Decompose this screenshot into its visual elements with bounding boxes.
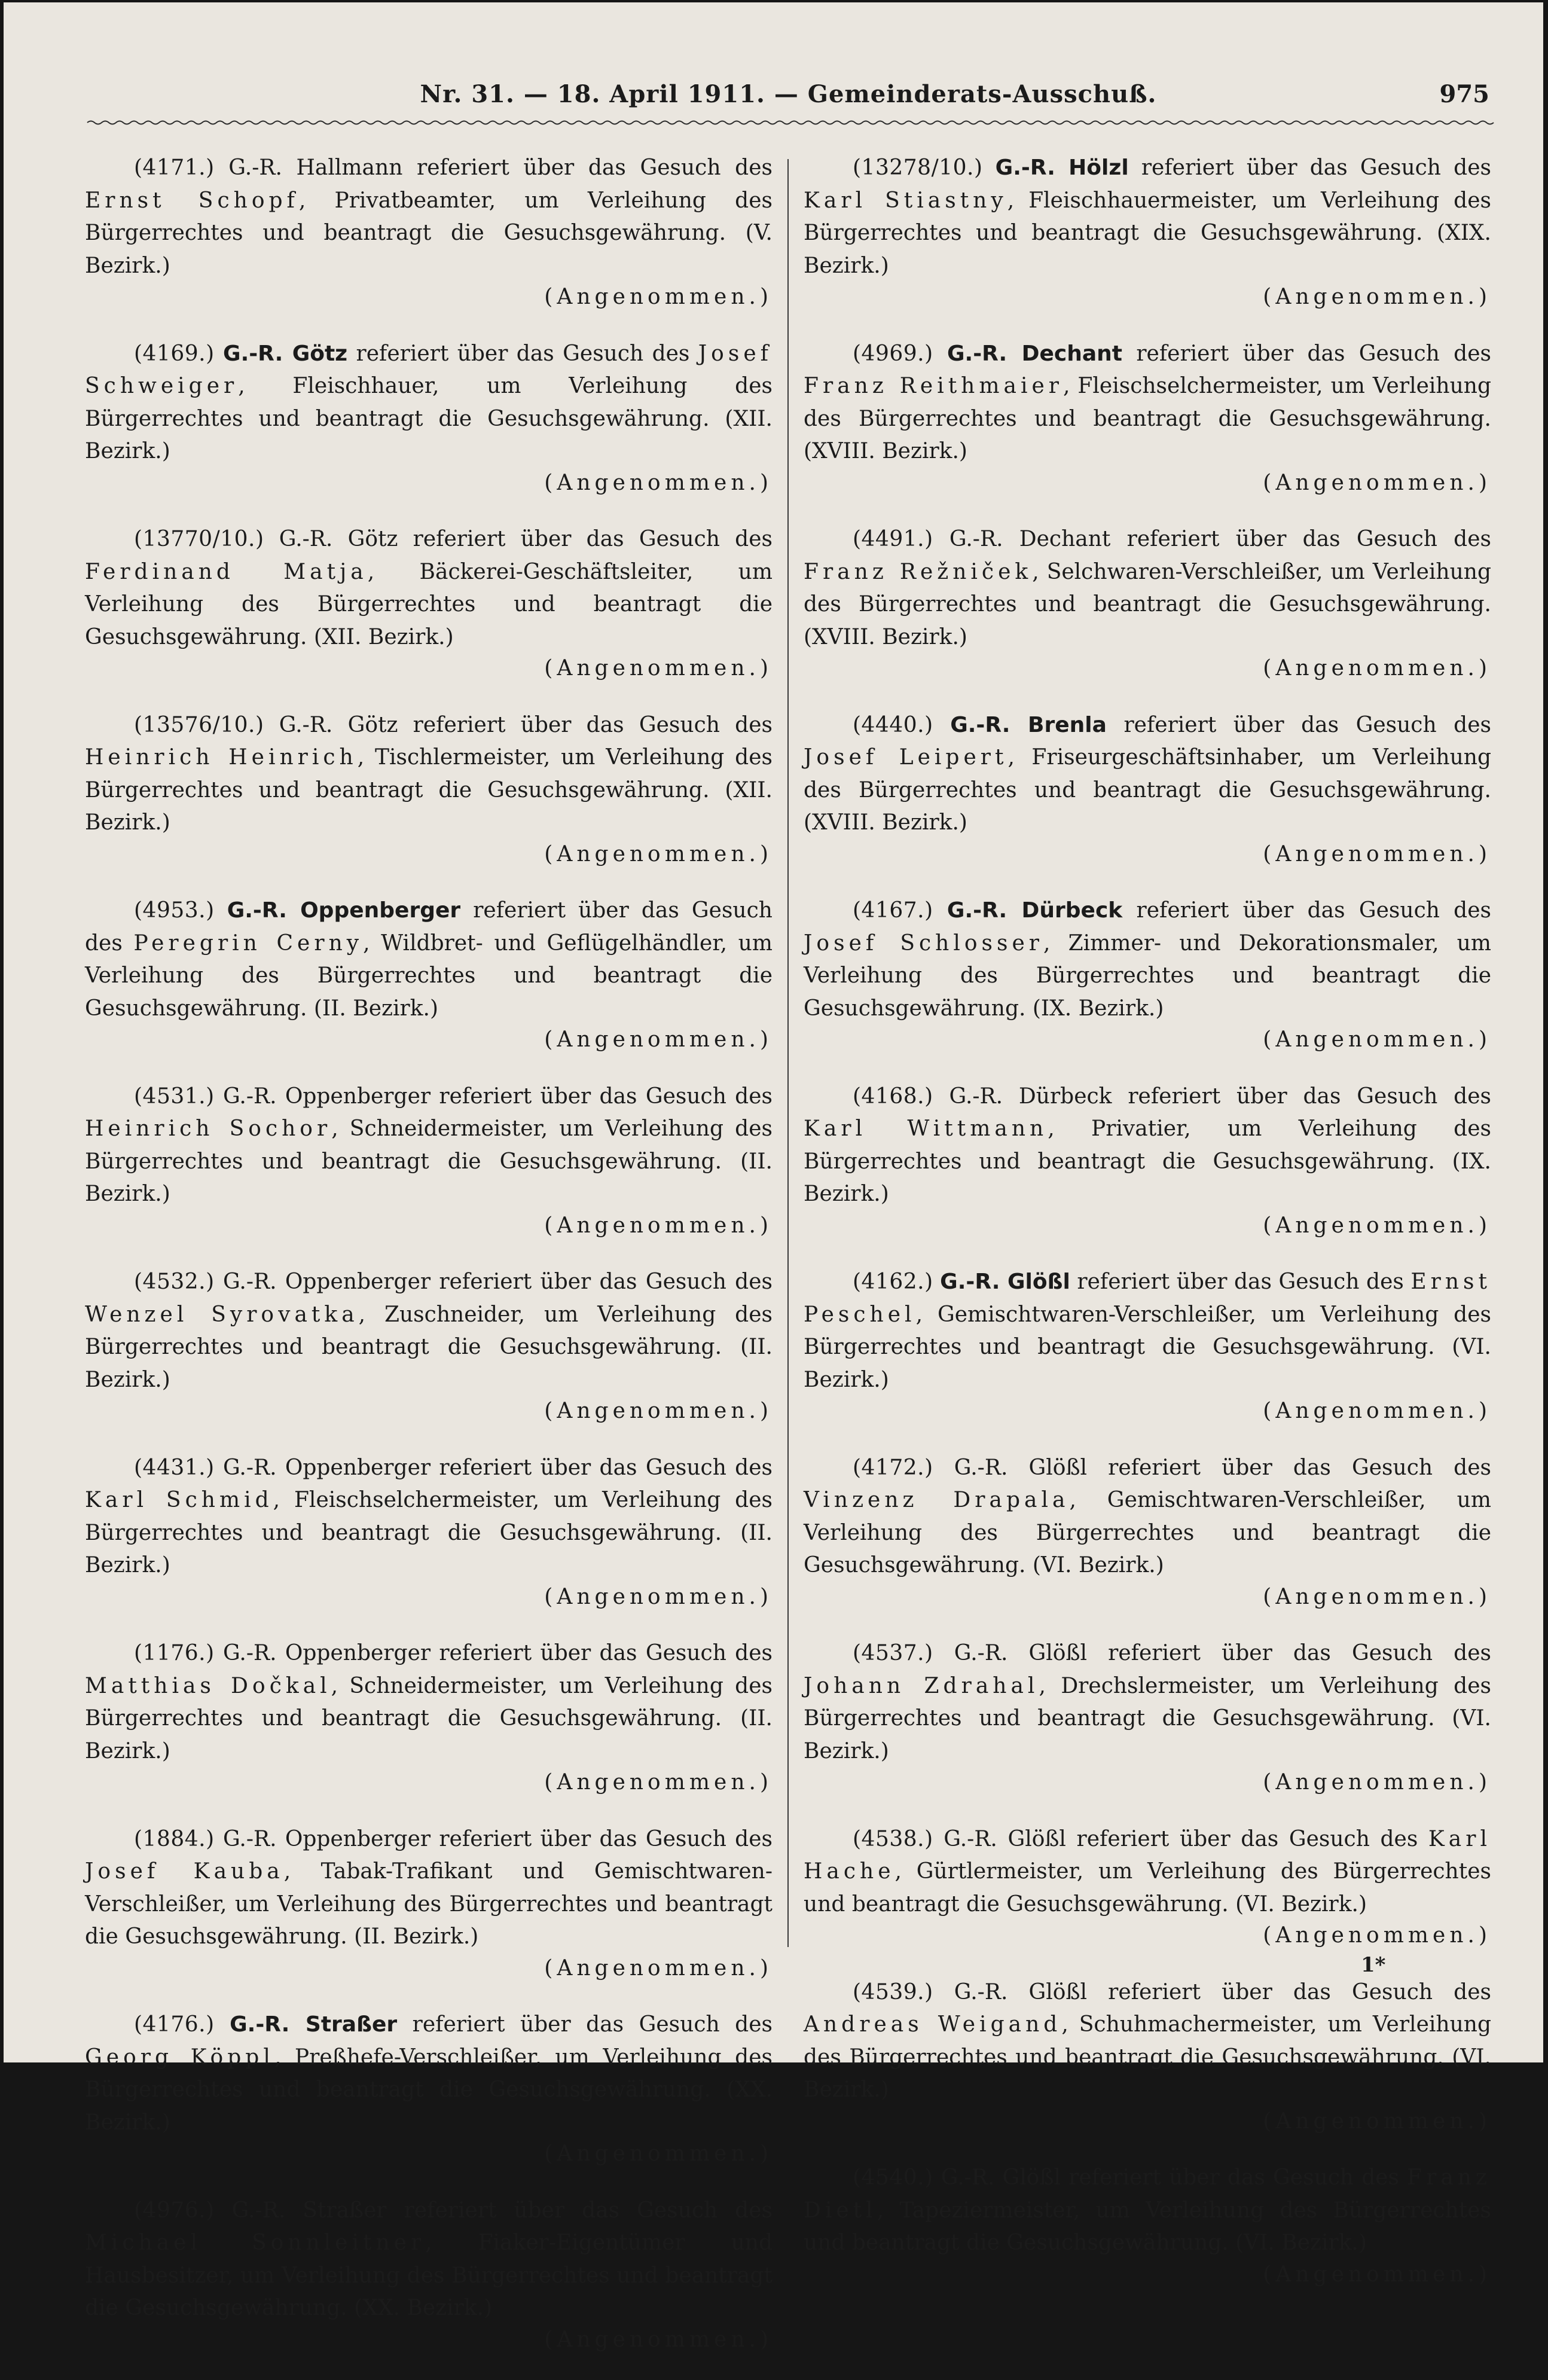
entry-text-after: , Selchwaren-Verschleißer, um Verleihung des Bürgerrechtes und beantragt die Gesuchsgewährung. (XVIII. Bezirk.) <box>804 559 1491 649</box>
entry-text-after: , Fleischselchermeister, um Verleihung des Bürgerrechtes und beantragt die Gesuchsgewährung. (II. Bezirk.) <box>85 1488 773 1577</box>
councillor-name: G.-R. Straßer <box>231 2198 387 2223</box>
councillor-name: G.-R. Glößl <box>944 1826 1066 1851</box>
councillor-name: G.-R. Glößl <box>941 2165 1061 2190</box>
entry-text-before: referiert über das Gesuch des <box>1128 1084 1491 1109</box>
entry-number: (4953.) <box>134 898 215 923</box>
entry-text-before: referiert über das Gesuch des <box>413 527 773 551</box>
status-accepted: (Angenommen.) <box>1263 1213 1491 1238</box>
entry <box>85 2195 773 2357</box>
entry <box>85 1081 773 1243</box>
document-page <box>4 2 1543 2352</box>
entry-number: (4171.) <box>134 155 215 180</box>
entry <box>85 1266 773 1428</box>
entry-text-before: referiert über das Gesuch des <box>439 1084 773 1109</box>
entry-text-after: , Fleischselchermeister, um Verleihung des Bürgerrechtes und beantragt die Gesuchsgewährung. (XVIII. Bezirk.) <box>804 374 1491 463</box>
councillor-name: G.-R. Oppenberger <box>222 1270 431 1294</box>
entry <box>804 152 1491 314</box>
entry-text-after: , Tabak-Trafikant und Gemischtwaren-Verschleißer, um Verleihung des Bürgerrechtes und beantragt die Gesuchsgewährung. (II. Bezirk.) <box>85 1859 773 1949</box>
status-accepted: (Angenommen.) <box>544 1955 773 1981</box>
entry <box>85 152 773 314</box>
entry <box>804 1081 1491 1243</box>
applicant-name: Karl Hache <box>804 1826 1491 1884</box>
status-accepted: (Angenommen.) <box>544 1584 773 1609</box>
entry-text-after: , Privatbeamter, um Verleihung des Bürgerrechtes und beantragt die Gesuchsgewährung. (V. Bezirk.) <box>85 188 773 278</box>
councillor-name: G.-R. Dürbeck <box>949 1084 1112 1109</box>
entry-text-before: referiert über das Gesuch des <box>417 155 773 180</box>
applicant-name: Heinrich Heinrich <box>85 745 358 770</box>
signature-mark: 1* <box>1361 1953 1386 1977</box>
status-accepted: (Angenommen.) <box>1263 285 1491 309</box>
status-accepted: (Angenommen.) <box>544 841 773 866</box>
status-accepted: (Angenommen.) <box>544 1027 773 1052</box>
entry-text-after: , Fleischhauermeister, um Verleihung des Bürgerrechtes und beantragt die Gesuchsgewährung. (XIX. Bezirk.) <box>804 188 1491 278</box>
entry <box>85 338 773 500</box>
entry <box>85 1637 773 1799</box>
entry-text-before: referiert über das Gesuch des <box>439 1826 773 1851</box>
status-accepted: (Angenommen.) <box>1263 656 1491 681</box>
entry-text-after: , Schneidermeister, um Verleihung des Bürgerrechtes und beantragt die Gesuchsgewährung. (II. Bezirk.) <box>85 1673 773 1763</box>
applicant-name: Franz Reithmaier <box>804 374 1063 398</box>
entry-text-after: , Friseurgeschäftsinhaber, um Verleihung des Bürgerrechtes und beantragt die Gesuchsgewährung. (XVIII. Bezirk.) <box>804 745 1491 835</box>
entry-text-after: , Zimmer- und Dekorationsmaler, um Verleihung des Bürgerrechtes und beantragt die Gesuchsgewährung. (IX. Bezirk.) <box>804 930 1491 1021</box>
page-header <box>87 69 1489 135</box>
entry-text-before: referiert über das Gesuch des <box>439 1270 773 1294</box>
entry-text-after: , Tapeziermeister, um Verleihung des Bürgerrechtes und beantragt die Gesuchsgewährung. (VI. Bezirk.) <box>804 2198 1491 2255</box>
entry-text-after: , Gemischtwaren-Verschleißer, um Verleihung des Bürgerrechtes und beantragt die Gesuchsgewährung. (VI. Bezirk.) <box>804 1302 1491 1392</box>
entry-text-before: referiert über das Gesuch des <box>1108 1641 1491 1665</box>
entry-number: (13770/10.) <box>134 527 264 551</box>
entry-text-before: referiert über das Gesuch des <box>1077 1270 1404 1294</box>
councillor-name: G.-R. Brenla <box>950 712 1107 737</box>
entry-text-before: referiert über das Gesuch des <box>412 2012 773 2037</box>
entry-text-before: referiert über das Gesuch des <box>404 2198 773 2223</box>
entry-text-after: , Preßhefe-Verschleißer, um Verleihung des Bürgerrechtes und beantragt die Gesuchsgewährung. (XX. Bezirk.) <box>85 2045 773 2135</box>
entry-number: (4167.) <box>853 898 933 923</box>
entry <box>804 1452 1491 1614</box>
entry-number: (4540.) <box>853 2165 933 2190</box>
status-accepted: (Angenommen.) <box>1263 841 1491 866</box>
entry-text-after: , Schuhmachermeister, um Verleihung des Bürgerrechtes und beantragt die Gesuchsgewährung. (VI. Bezirk.) <box>804 2012 1491 2102</box>
entry-number: (4440.) <box>853 712 933 737</box>
entry-number: (4491.) <box>853 527 933 551</box>
applicant-name: Ferdinand Matja <box>85 559 368 584</box>
status-accepted: (Angenommen.) <box>1263 1584 1491 1609</box>
councillor-name: G.-R. Götz <box>223 341 348 366</box>
entry-text-after: , Fiaker-Eigentümer und Hausbesitzer, um Verleihung des Bürgerrechtes und beantragt die Gesuchsgewährung. (XX. Bezirk.) <box>85 2231 773 2320</box>
entry-text-after: , Bäckerei-Geschäftsleiter, um Verleihung des Bürgerrechtes und beantragt die Gesuchsgewährung. (XII. Bezirk.) <box>85 559 773 649</box>
entry-number: (4169.) <box>134 341 215 366</box>
entry-number: (1884.) <box>134 1826 215 1851</box>
status-accepted: (Angenommen.) <box>1263 2109 1491 2134</box>
entry <box>804 895 1491 1057</box>
entry-text-after: , Fleischhauer, um Verleihung des Bürgerrechtes und beantragt die Gesuchsgewährung. (XII. Bezirk.) <box>85 374 773 463</box>
councillor-name: G.-R. Götz <box>279 712 398 737</box>
column-divider <box>787 159 789 1947</box>
entry <box>804 338 1491 500</box>
entry-text-before: referiert über das Gesuch des <box>1136 898 1491 923</box>
entry-number: (4176.) <box>134 2012 215 2037</box>
applicant-name: Karl Stiastny <box>804 188 1007 213</box>
applicant-name: Matthias Dočkal <box>85 1673 331 1698</box>
left-column <box>85 152 773 2380</box>
entry <box>85 2009 773 2171</box>
entry-text-after: , Zuschneider, um Verleihung des Bürgerrechtes und beantragt die Gesuchsgewährung. (II. Bezirk.) <box>85 1302 773 1392</box>
entry-text-before: referiert über das Gesuch des <box>1136 341 1491 366</box>
entry-number: (4969.) <box>853 341 933 366</box>
entry-text-after: , Privatier, um Verleihung des Bürgerrechtes und beantragt die Gesuchsgewährung. (IX. Bezirk.) <box>804 1116 1491 1206</box>
applicant-name: Josef Schlosser <box>804 930 1044 956</box>
entry-number: (4168.) <box>853 1084 933 1109</box>
status-accepted: (Angenommen.) <box>1263 1399 1491 1423</box>
entry-number: (4172.) <box>853 1455 933 1480</box>
councillor-name: G.-R. Oppenberger <box>222 1084 431 1109</box>
status-accepted: (Angenommen.) <box>544 656 773 681</box>
status-accepted: (Angenommen.) <box>544 285 773 309</box>
councillor-name: G.-R. Hallmann <box>228 155 403 180</box>
councillor-name: G.-R. Oppenberger <box>227 898 461 923</box>
status-accepted: (Angenommen.) <box>1263 470 1491 495</box>
applicant-name: Franz Režniček <box>804 559 1033 584</box>
entry <box>85 523 773 685</box>
entry-text-after: , Tischlermeister, um Verleihung des Bürgerrechtes und beantragt die Gesuchsgewährung. (XII. Bezirk.) <box>85 745 773 835</box>
entry-text-before: referiert über das Gesuch des <box>1076 1826 1418 1851</box>
header-wavy-rule <box>87 118 1489 127</box>
status-accepted: (Angenommen.) <box>544 2327 773 2352</box>
entry <box>804 1637 1491 1799</box>
councillor-name: G.-R. Glößl <box>954 1979 1088 2004</box>
entry-number: (4538.) <box>853 1826 933 1851</box>
page-number: 975 <box>1439 80 1489 108</box>
councillor-name: G.-R. Hölzl <box>995 155 1129 180</box>
councillor-name: G.-R. Oppenberger <box>222 1641 431 1665</box>
entry-text-before: referiert über das Gesuch des <box>356 341 690 366</box>
applicant-name: Peregrin Cerny <box>133 930 364 956</box>
entry-text-before: referiert über das Gesuch des <box>439 1455 773 1480</box>
entry-number: (4431.) <box>134 1455 215 1480</box>
entry-number: (4532.) <box>134 1270 215 1294</box>
applicant-name: Josef Kauba <box>85 1859 284 1884</box>
entry <box>804 2162 1491 2291</box>
applicant-name: Ernst Schopf <box>85 188 299 213</box>
entry <box>804 1266 1491 1428</box>
entry-text-before: referiert über das Gesuch des <box>1141 155 1491 180</box>
entry-text-after: , Gürtlermeister, um Verleihung des Bürgerrechtes und beantragt die Gesuchsgewährung. (VI. Bezirk.) <box>804 1859 1491 1917</box>
entry <box>85 1823 773 1985</box>
entry-text-after: , Drechslermeister, um Verleihung des Bürgerrechtes und beantragt die Gesuchsgewährung. (VI. Bezirk.) <box>804 1673 1491 1763</box>
applicant-name: Andreas Weigand <box>804 2012 1062 2037</box>
councillor-name: G.-R. Glößl <box>954 1455 1088 1480</box>
applicant-name: Ernst Peschel <box>804 1270 1491 1327</box>
councillor-name: G.-R. Glößl <box>954 1641 1088 1665</box>
entry <box>804 1976 1491 2138</box>
councillor-name: G.-R. Dechant <box>949 527 1111 551</box>
applicant-name: Karl Schmid <box>85 1488 273 1512</box>
status-accepted: (Angenommen.) <box>1263 1027 1491 1052</box>
councillor-name: G.-R. Straßer <box>230 2012 398 2037</box>
entry <box>804 709 1491 871</box>
entry-number: (4531.) <box>134 1084 215 1109</box>
status-accepted: (Angenommen.) <box>1263 1923 1491 1948</box>
status-accepted: (Angenommen.) <box>544 1770 773 1795</box>
councillor-name: G.-R. Glößl <box>940 1270 1070 1294</box>
entry-number: (4537.) <box>853 1641 933 1665</box>
applicant-name: Georg Köppl <box>85 2045 274 2070</box>
entry-text-after: , Wildbret- und Geflügelhändler, um Verleihung des Bürgerrechtes und beantragt die Gesuchsgewährung. (II. Bezirk.) <box>85 930 773 1021</box>
councillor-name: G.-R. Oppenberger <box>222 1455 431 1480</box>
entry-text-before: referiert über das Gesuch des <box>85 898 773 956</box>
entry-number: (1176.) <box>134 1641 215 1665</box>
applicant-name: Josef Schweiger <box>85 341 773 398</box>
councillor-name: G.-R. Dürbeck <box>946 898 1123 923</box>
entry <box>85 709 773 871</box>
applicant-name: Vinzenz Drapala <box>804 1488 1070 1512</box>
entry-number: (13576/10.) <box>134 712 264 737</box>
councillor-name: G.-R. Oppenberger <box>222 1826 431 1851</box>
entry-number: (13278/10.) <box>853 155 983 180</box>
right-column <box>804 152 1491 2315</box>
entry-text-after: , Gemischtwaren-Verschleißer, um Verleihung des Bürgerrechtes und beantragt die Gesuchsgewährung. (VI. Bezirk.) <box>804 1488 1491 1577</box>
applicant-name: Michael Sonnleitner <box>85 2231 426 2255</box>
status-accepted: (Angenommen.) <box>1263 2262 1491 2287</box>
entry-text-before: referiert über das Gesuch des <box>1068 2165 1400 2190</box>
header-title: Nr. 31. — 18. April 1911. — Gemeinderats-Ausschuß. <box>420 80 1157 108</box>
entry-number: (4976.) <box>134 2198 215 2223</box>
status-accepted: (Angenommen.) <box>544 470 773 495</box>
status-accepted: (Angenommen.) <box>1263 1770 1491 1795</box>
entry-text-after: , Schneidermeister, um Verleihung des Bürgerrechtes und beantragt die Gesuchsgewährung. (II. Bezirk.) <box>85 1116 773 1206</box>
entry-text-before: referiert über das Gesuch des <box>413 712 773 737</box>
applicant-name: Josef Leipert <box>804 745 1008 770</box>
entry-number: (4162.) <box>853 1270 933 1294</box>
entry-text-before: referiert über das Gesuch des <box>1123 712 1491 737</box>
status-accepted: (Angenommen.) <box>544 2141 773 2166</box>
applicant-name: Heinrich Sochor <box>85 1116 332 1141</box>
applicant-name: Johann Zdrahal <box>804 1673 1039 1698</box>
status-accepted: (Angenommen.) <box>544 1213 773 1238</box>
applicant-name: Karl Wittmann <box>804 1116 1048 1141</box>
entry-text-before: referiert über das Gesuch des <box>1108 1979 1491 2004</box>
entry-text-before: referiert über das Gesuch des <box>439 1641 773 1665</box>
councillor-name: G.-R. Dechant <box>946 341 1122 366</box>
entry <box>804 523 1491 685</box>
entry-text-before: referiert über das Gesuch des <box>1126 527 1491 551</box>
entry-text-before: referiert über das Gesuch des <box>1108 1455 1491 1480</box>
entry <box>804 1823 1491 1952</box>
applicant-name: Franz Dietl <box>804 2165 1491 2223</box>
applicant-name: Wenzel Syrovatka <box>85 1302 359 1327</box>
entry <box>85 895 773 1057</box>
status-accepted: (Angenommen.) <box>544 1399 773 1423</box>
councillor-name: G.-R. Götz <box>279 527 398 551</box>
entry <box>85 1452 773 1614</box>
entry-number: (4539.) <box>853 1979 933 2004</box>
